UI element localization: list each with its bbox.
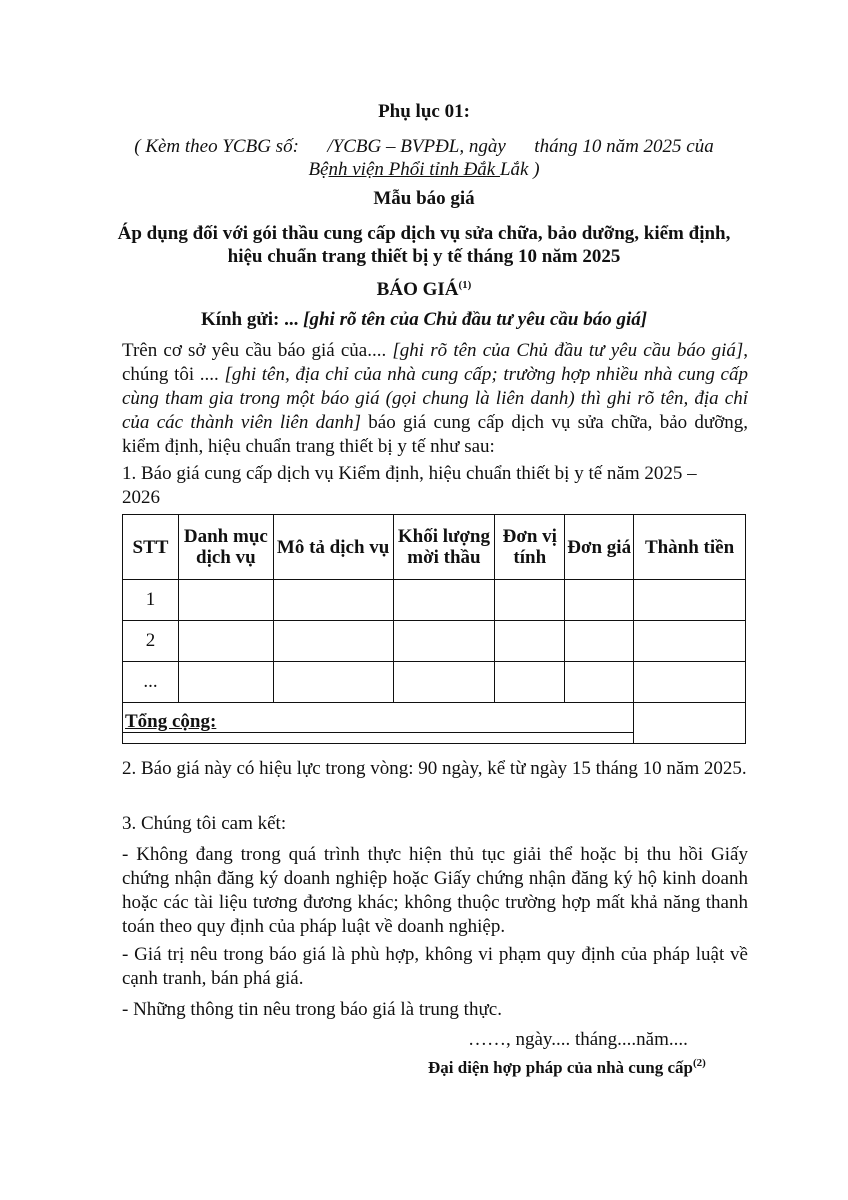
quote-table — [122, 514, 746, 744]
table-row — [123, 621, 746, 662]
reference-line-1: ( Kèm theo YCBG số: /YCBG – BVPĐL, ngày tháng 10 năm 2025 của — [134, 136, 714, 157]
cell-service-category[interactable] — [178, 580, 273, 621]
reference-line-2 — [0, 158, 848, 181]
representative-label: Đại diện hợp pháp của nhà cung cấp — [428, 1058, 693, 1077]
cell-bid-quantity[interactable] — [393, 621, 495, 662]
cell-unit[interactable] — [495, 662, 565, 703]
intro-paragraph — [122, 339, 748, 459]
column-header-service-description: Mô tả dịch vụ — [273, 515, 393, 580]
section-3-title: 3. Chúng tôi cam kết: — [122, 813, 287, 834]
cell-service-description[interactable] — [273, 580, 393, 621]
signature-block — [428, 1058, 748, 1078]
column-header-unit-price: Đơn giá — [565, 515, 634, 580]
cell-stt: 1 — [123, 580, 179, 621]
cell-total-amount[interactable] — [634, 662, 746, 703]
quote-title — [0, 279, 848, 301]
reference-line — [0, 135, 848, 181]
cell-service-description[interactable] — [273, 662, 393, 703]
hospital-name-underlined: nh viện Phổi tỉnh Đắk — [328, 159, 500, 180]
total-row-divider — [123, 732, 633, 733]
footnote-ref-2: (2) — [692, 1057, 706, 1069]
cell-unit-price[interactable] — [565, 662, 634, 703]
table-total-row — [123, 703, 746, 744]
recipient-label: Kính gửi: ... — [200, 309, 304, 330]
cell-stt: 2 — [123, 621, 179, 662]
cell-total-amount[interactable] — [634, 580, 746, 621]
column-header-stt: STT — [123, 515, 179, 580]
recipient-line — [0, 309, 848, 331]
cell-service-category[interactable] — [178, 662, 273, 703]
total-label-cell — [123, 703, 634, 744]
commitment-item: - Không đang trong quá trình thực hiện thủ tục giải thể hoặc bị thu hồi Giấy chứng nhận đăng ký doanh nghiệp hoặc Giấy chứng nhận đăng ký hộ kinh doanh hoặc các tài liệu tương đương khác; không thuộc trường hợp mất khả năng thanh toán theo quy định của pháp luật về doanh nghiệp. — [122, 844, 748, 937]
section-2-validity: 2. Báo giá này có hiệu lực trong vòng: 90 ngày, kể từ ngày 15 tháng 10 năm 2025. — [122, 758, 747, 779]
column-header-total-amount: Thành tiền — [634, 515, 746, 580]
quote-title-text: BÁO GIÁ — [376, 279, 459, 300]
scope-line-1: Áp dụng đối với gói thầu cung cấp dịch vụ sửa chữa, bảo dưỡng, kiểm định, — [117, 223, 731, 244]
cell-unit[interactable] — [495, 621, 565, 662]
appendix-title: Phụ lục 01: — [378, 101, 470, 122]
cell-service-category[interactable] — [178, 621, 273, 662]
section-1-title: 1. Báo giá cung cấp dịch vụ Kiểm định, hiệu chuẩn thiết bị y tế năm 2025 – 2026 — [122, 463, 697, 508]
cell-bid-quantity[interactable] — [393, 662, 495, 703]
cell-grand-total[interactable] — [634, 703, 746, 744]
intro-part-5: báo giá cung cấp dịch vụ sửa chữa, bảo dưỡng, kiểm định, hiệu chuẩn trang thiết bị y tế như sau: — [122, 412, 748, 457]
commitment-item: - Giá trị nêu trong báo giá là phù hợp, không vi phạm quy định của pháp luật về cạnh tranh, bán phá giá. — [122, 944, 748, 989]
cell-service-description[interactable] — [273, 621, 393, 662]
intro-part-3: , chúng tôi .... — [122, 340, 748, 385]
cell-unit-price[interactable] — [565, 621, 634, 662]
table-header-row — [123, 515, 746, 580]
reference-line-2-post: Lắk ) — [499, 159, 540, 180]
intro-part-1: Trên cơ sở yêu cầu báo giá của.... — [122, 340, 393, 361]
table-row — [123, 662, 746, 703]
intro-part-2: [ghi rõ tên của Chủ đầu tư yêu cầu báo giá] — [392, 340, 744, 361]
reference-line-2-pre: Bệ — [308, 159, 329, 180]
signature-date-line: ……, ngày.... tháng....năm.... — [468, 1029, 688, 1050]
column-header-bid-quantity: Khối lượng mời thầu — [393, 515, 495, 580]
total-label: Tổng cộng: — [125, 711, 217, 732]
footnote-ref-1: (1) — [458, 279, 472, 291]
intro-part-4: [ghi tên, địa chỉ của nhà cung cấp; trường hợp nhiều nhà cung cấp cùng tham gia trong một báo giá (gọi chung là liên danh) thì ghi rõ tên, địa chỉ của các thành viên liên danh] — [122, 364, 748, 433]
column-header-unit: Đơn vị tính — [495, 515, 565, 580]
scope-line-2: hiệu chuẩn trang thiết bị y tế tháng 10 năm 2025 — [227, 246, 621, 267]
scope-heading — [0, 222, 848, 268]
cell-stt: ... — [123, 662, 179, 703]
column-header-service-category: Danh mục dịch vụ — [178, 515, 273, 580]
cell-total-amount[interactable] — [634, 621, 746, 662]
commitment-item: - Những thông tin nêu trong báo giá là trung thực. — [122, 999, 502, 1020]
table-row — [123, 580, 746, 621]
recipient-placeholder: [ghi rõ tên của Chủ đầu tư yêu cầu báo giá] — [303, 309, 648, 330]
cell-bid-quantity[interactable] — [393, 580, 495, 621]
cell-unit-price[interactable] — [565, 580, 634, 621]
cell-unit[interactable] — [495, 580, 565, 621]
form-title: Mẫu báo giá — [373, 188, 475, 209]
